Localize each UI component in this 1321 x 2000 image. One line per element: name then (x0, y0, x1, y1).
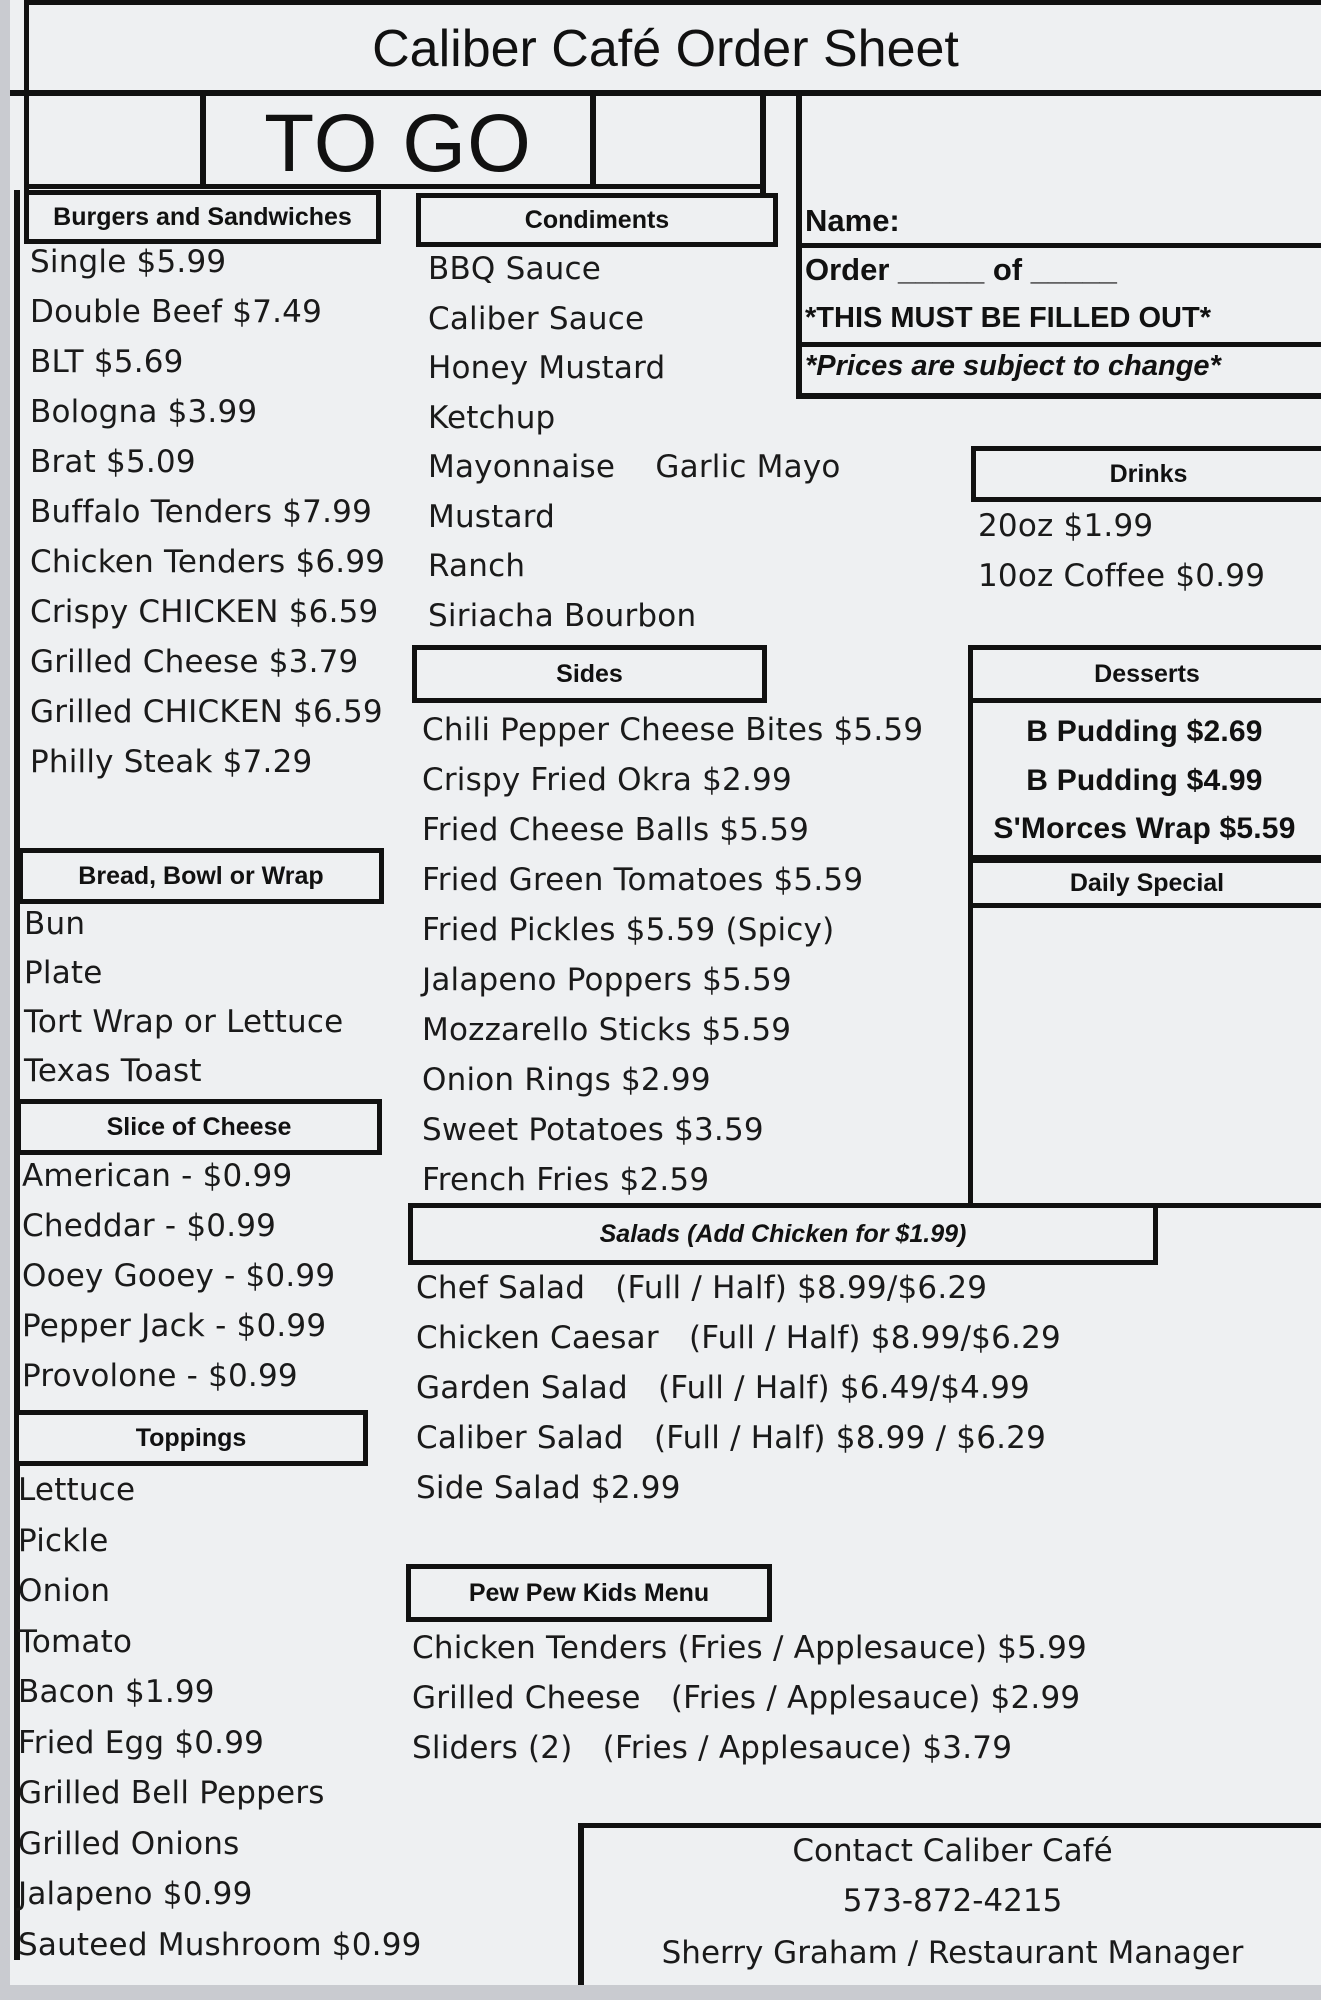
burger-item: Philly Steak $7.29 (30, 744, 313, 780)
order-sheet (10, 0, 1321, 1985)
topping-item: Jalapeno $0.99 (18, 1876, 253, 1912)
condiment-item: Mayonnaise Garlic Mayo (428, 449, 841, 485)
topping-item: Sauteed Mushroom $0.99 (18, 1927, 422, 1963)
side-item: Sweet Potatoes $3.59 (422, 1112, 764, 1148)
topping-item: Onion (18, 1573, 111, 1609)
sides-header: Sides (412, 645, 767, 703)
condiment-item: Siriacha Bourbon (428, 598, 697, 634)
kids-item: Sliders (2) (Fries / Applesauce) $3.79 (412, 1730, 1013, 1766)
cheese-item: Ooey Gooey - $0.99 (22, 1258, 336, 1294)
burger-item: Crispy CHICKEN $6.59 (30, 594, 379, 630)
contact-title: Contact Caliber Café (792, 1833, 1113, 1869)
topping-item: Bacon $1.99 (18, 1674, 215, 1710)
side-item: Fried Green Tomatoes $5.59 (422, 862, 864, 898)
side-item: Crispy Fried Okra $2.99 (422, 762, 792, 798)
name-label: Name: (805, 203, 900, 238)
order-info-line-3 (796, 393, 1321, 399)
kids-item: Grilled Cheese (Fries / Applesauce) $2.99 (412, 1680, 1081, 1716)
topping-item: Pickle (18, 1523, 109, 1559)
salad-item: Chef Salad (Full / Half) $8.99/$6.29 (416, 1270, 988, 1306)
cheese-header: Slice of Cheese (16, 1099, 382, 1155)
must-fill-note: *THIS MUST BE FILLED OUT* (805, 302, 1211, 334)
topping-item: Fried Egg $0.99 (18, 1725, 265, 1761)
daily-special-area (968, 906, 1321, 1208)
burger-item: Single $5.99 (30, 244, 227, 280)
drink-item: 20oz $1.99 (978, 508, 1154, 544)
cheese-item: American - $0.99 (22, 1158, 293, 1194)
condiment-item: Caliber Sauce (428, 301, 645, 337)
prices-note: *Prices are subject to change* (805, 350, 1221, 382)
side-item: Onion Rings $2.99 (422, 1062, 711, 1098)
topping-item: Tomato (18, 1624, 133, 1660)
togo-divider-right (590, 94, 596, 188)
daily-special-header: Daily Special (968, 858, 1321, 908)
kids-item: Chicken Tenders (Fries / Applesauce) $5.99 (412, 1630, 1087, 1666)
salad-item: Garden Salad (Full / Half) $6.49/$4.99 (416, 1370, 1030, 1406)
salads-header: Salads (Add Chicken for $1.99) (408, 1203, 1158, 1265)
drink-item: 10oz Coffee $0.99 (978, 558, 1266, 594)
burger-item: Grilled CHICKEN $6.59 (30, 694, 383, 730)
salad-item: Side Salad $2.99 (416, 1470, 681, 1506)
bread-item: Plate (24, 955, 103, 991)
cheese-item: Pepper Jack - $0.99 (22, 1308, 327, 1344)
side-item: French Fries $2.59 (422, 1162, 710, 1198)
dessert-item: B Pudding $4.99 (1026, 764, 1263, 797)
burger-item: Double Beef $7.49 (30, 294, 323, 330)
condiment-item: Mustard (428, 499, 555, 535)
salad-item: Caliber Salad (Full / Half) $8.99 / $6.29 (416, 1420, 1047, 1456)
burger-item: Buffalo Tenders $7.99 (30, 494, 373, 530)
bread-item: Texas Toast (24, 1053, 202, 1089)
order-info-line-1 (796, 243, 1321, 248)
kids-header: Pew Pew Kids Menu (406, 1564, 772, 1622)
to-go-label: TO GO (264, 98, 532, 189)
salad-item: Chicken Caesar (Full / Half) $8.99/$6.29 (416, 1320, 1061, 1356)
drinks-header: Drinks (971, 446, 1321, 502)
contact-manager: Sherry Graham / Restaurant Manager (661, 1935, 1244, 1971)
dessert-item: S'Morces Wrap $5.59 (993, 812, 1296, 845)
side-item: Jalapeno Poppers $5.59 (422, 962, 792, 998)
contact-phone: 573-872-4215 (842, 1883, 1063, 1919)
order-info-line-2 (796, 342, 1321, 347)
salads-right-rule (1150, 1203, 1321, 1208)
burger-item: Grilled Cheese $3.79 (30, 644, 359, 680)
toppings-header: Toppings (14, 1410, 368, 1466)
page-title: Caliber Café Order Sheet (372, 20, 959, 78)
bread-item: Tort Wrap or Lettuce (24, 1004, 344, 1040)
side-item: Fried Cheese Balls $5.59 (422, 812, 810, 848)
side-item: Chili Pepper Cheese Bites $5.59 (422, 712, 924, 748)
topping-item: Grilled Onions (18, 1826, 240, 1862)
order-count-label: Order _____ of _____ (805, 252, 1117, 287)
dessert-item: B Pudding $2.69 (1026, 715, 1263, 748)
cheese-item: Cheddar - $0.99 (22, 1208, 277, 1244)
topping-item: Lettuce (18, 1472, 136, 1508)
burger-item: Brat $5.09 (30, 444, 196, 480)
bread-header: Bread, Bowl or Wrap (18, 848, 384, 904)
bread-item: Bun (24, 906, 86, 942)
desserts-header: Desserts (968, 645, 1321, 703)
side-item: Mozzarello Sticks $5.59 (422, 1012, 792, 1048)
top-border (24, 0, 1321, 5)
condiment-item: BBQ Sauce (428, 251, 602, 287)
burger-item: Bologna $3.99 (30, 394, 258, 430)
condiment-item: Ketchup (428, 400, 556, 436)
condiment-item: Honey Mustard (428, 350, 666, 386)
burger-item: Chicken Tenders $6.99 (30, 544, 386, 580)
burgers-header: Burgers and Sandwiches (24, 190, 381, 244)
condiment-item: Ranch (428, 548, 526, 584)
cheese-item: Provolone - $0.99 (22, 1358, 298, 1394)
topping-item: Grilled Bell Peppers (18, 1775, 325, 1811)
condiments-header: Condiments (416, 193, 778, 247)
burger-item: BLT $5.69 (30, 344, 184, 380)
side-item: Fried Pickles $5.59 (Spicy) (422, 912, 835, 948)
